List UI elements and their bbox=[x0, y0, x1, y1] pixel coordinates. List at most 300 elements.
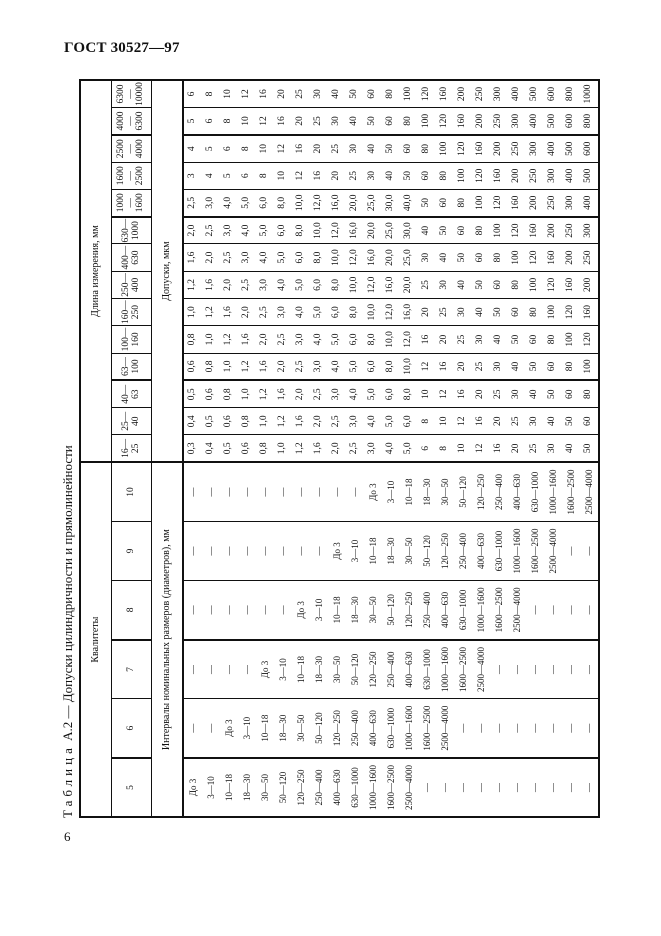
size-interval-cell: До 3 bbox=[256, 640, 274, 699]
size-interval-cell: — bbox=[220, 581, 238, 640]
size-interval-cell: — bbox=[310, 521, 328, 580]
tolerance-cell: 25 bbox=[310, 108, 328, 135]
tolerance-cell: 2,0 bbox=[256, 326, 274, 353]
subheader-tolerances: Допуски, мкм bbox=[152, 80, 184, 462]
table-row bbox=[202, 80, 220, 817]
tolerance-cell: 16,0 bbox=[346, 217, 364, 244]
size-interval-cell: До 3 bbox=[220, 699, 238, 758]
size-interval-cell: — bbox=[183, 581, 202, 640]
tolerance-cell: 160 bbox=[472, 135, 490, 162]
tolerance-cell: 2,0 bbox=[274, 353, 292, 380]
table-body bbox=[183, 80, 599, 817]
size-interval-cell: 30—50 bbox=[400, 521, 418, 580]
tolerance-cell: 20,0 bbox=[346, 189, 364, 216]
tolerance-cell: 1,6 bbox=[292, 408, 310, 435]
tolerance-cell: 8,0 bbox=[400, 380, 418, 407]
size-interval-cell: 10—18 bbox=[256, 699, 274, 758]
tolerance-cell: 8 bbox=[220, 108, 238, 135]
tolerance-cell: 20 bbox=[436, 326, 454, 353]
tolerance-cell: 8,0 bbox=[292, 217, 310, 244]
tolerance-cell: 40,0 bbox=[400, 189, 418, 216]
quality-header-6: 6 bbox=[112, 699, 152, 758]
tolerance-cell: 200 bbox=[454, 80, 472, 108]
tolerance-cell: 8,0 bbox=[310, 244, 328, 271]
tolerance-cell: 3,0 bbox=[274, 299, 292, 326]
size-interval-cell: 18—30 bbox=[238, 758, 256, 817]
size-interval-cell: 1600—2500 bbox=[382, 758, 400, 817]
tolerance-cell: 6,0 bbox=[274, 217, 292, 244]
size-interval-cell: 10—18 bbox=[400, 462, 418, 521]
tolerance-cell: 3,0 bbox=[310, 353, 328, 380]
length-header bbox=[112, 271, 152, 298]
tolerance-cell: 1,6 bbox=[202, 271, 220, 298]
tolerance-cell: 20 bbox=[490, 408, 508, 435]
length-header-to: 2500 bbox=[135, 166, 146, 186]
tolerance-cell: 16 bbox=[472, 408, 490, 435]
tolerance-cell: 160 bbox=[490, 162, 508, 189]
length-header-from: 40— bbox=[120, 384, 131, 404]
tolerance-cell: 5 bbox=[220, 162, 238, 189]
size-interval-cell: — bbox=[580, 640, 599, 699]
tolerance-cell: 16 bbox=[292, 135, 310, 162]
size-interval-cell: — bbox=[490, 699, 508, 758]
size-interval-cell: 250—400 bbox=[382, 640, 400, 699]
tolerance-cell: 12 bbox=[454, 408, 472, 435]
tolerance-cell: 16 bbox=[418, 326, 436, 353]
size-interval-cell: 18—30 bbox=[274, 699, 292, 758]
size-interval-cell: — bbox=[202, 462, 220, 521]
tolerance-cell: 6 bbox=[418, 435, 436, 462]
tolerance-cell: 1,0 bbox=[274, 435, 292, 462]
size-interval-cell: 3—10 bbox=[310, 581, 328, 640]
table-row bbox=[454, 80, 472, 817]
tolerance-cell: 1,0 bbox=[202, 326, 220, 353]
tolerance-cell: 25 bbox=[508, 408, 526, 435]
tolerance-cell: 12,0 bbox=[346, 244, 364, 271]
tolerance-cell: 160 bbox=[544, 244, 562, 271]
length-header-from: 630— bbox=[120, 218, 131, 243]
size-interval-cell: 400—630 bbox=[400, 640, 418, 699]
size-interval-cell: 3—10 bbox=[238, 699, 256, 758]
tolerance-cell: 0,8 bbox=[220, 380, 238, 407]
tolerance-cell: 5,0 bbox=[400, 435, 418, 462]
tolerance-cell: 2,0 bbox=[220, 271, 238, 298]
tolerance-cell: 8 bbox=[202, 80, 220, 108]
tolerance-cell: 6,0 bbox=[364, 353, 382, 380]
tolerance-cell: 40 bbox=[454, 271, 472, 298]
length-header-to: 25 bbox=[130, 443, 141, 454]
tolerance-cell: 50 bbox=[490, 299, 508, 326]
length-header-from: 1600— bbox=[115, 166, 136, 186]
tolerance-cell: 5,0 bbox=[364, 380, 382, 407]
tolerance-cell: 60 bbox=[400, 135, 418, 162]
tolerance-cell: 200 bbox=[526, 189, 544, 216]
tolerance-cell: 25 bbox=[328, 135, 346, 162]
size-interval-cell: — bbox=[526, 758, 544, 817]
group-header-qualities: Квалитеты bbox=[80, 462, 112, 817]
tolerance-cell: 1,6 bbox=[238, 326, 256, 353]
tolerance-cell: 16 bbox=[454, 380, 472, 407]
tolerance-cell: 100 bbox=[526, 271, 544, 298]
tolerance-cell: 20 bbox=[328, 162, 346, 189]
table-row bbox=[183, 80, 202, 817]
tolerance-cell: 600 bbox=[562, 108, 580, 135]
size-interval-cell: — bbox=[274, 581, 292, 640]
size-interval-cell: — bbox=[418, 758, 436, 817]
size-interval-cell: 3—10 bbox=[346, 521, 364, 580]
size-interval-cell: 1000—1600 bbox=[472, 581, 490, 640]
tolerance-cell: 3,0 bbox=[256, 271, 274, 298]
size-interval-cell: 10—18 bbox=[328, 581, 346, 640]
tolerance-cell: 100 bbox=[508, 244, 526, 271]
table-row bbox=[292, 80, 310, 817]
tolerance-cell: 500 bbox=[580, 162, 599, 189]
tolerance-cell: 30,0 bbox=[400, 217, 418, 244]
tolerance-cell: 4,0 bbox=[310, 326, 328, 353]
tolerance-cell: 20 bbox=[454, 353, 472, 380]
tolerance-cell: 1,0 bbox=[220, 353, 238, 380]
tolerance-cell: 30,0 bbox=[382, 189, 400, 216]
tolerance-cell: 2,5 bbox=[292, 353, 310, 380]
tolerance-cell: 3 bbox=[183, 162, 202, 189]
tolerance-cell: 12 bbox=[472, 435, 490, 462]
size-interval-cell: 18—30 bbox=[382, 521, 400, 580]
length-header-from: 63— bbox=[120, 356, 131, 376]
tolerance-cell: 25 bbox=[454, 326, 472, 353]
size-interval-cell: 400—630 bbox=[472, 521, 490, 580]
tolerance-cell: 50 bbox=[454, 244, 472, 271]
tolerance-cell: 12 bbox=[274, 135, 292, 162]
tolerance-cell: 200 bbox=[490, 135, 508, 162]
size-interval-cell: — bbox=[183, 521, 202, 580]
size-interval-cell: — bbox=[508, 699, 526, 758]
table-row bbox=[562, 80, 580, 817]
size-interval-cell: — bbox=[472, 699, 490, 758]
tolerance-cell: 5,0 bbox=[238, 189, 256, 216]
tolerance-cell: 8,0 bbox=[328, 271, 346, 298]
tolerance-cell: 40 bbox=[562, 435, 580, 462]
tolerance-cell: 6 bbox=[220, 135, 238, 162]
tolerance-cell: 2,5 bbox=[238, 271, 256, 298]
tolerance-cell: 30 bbox=[508, 380, 526, 407]
size-interval-cell: — bbox=[220, 640, 238, 699]
tolerance-cell: 16,0 bbox=[400, 299, 418, 326]
tolerance-cell: 12 bbox=[436, 380, 454, 407]
table-caption-prefix: Таблица bbox=[60, 744, 75, 818]
size-interval-cell: 18—30 bbox=[310, 640, 328, 699]
length-header-to: 40 bbox=[130, 416, 141, 427]
size-interval-cell: 1600—2500 bbox=[454, 640, 472, 699]
tolerance-cell: 160 bbox=[526, 217, 544, 244]
tolerance-cell: 4,0 bbox=[292, 299, 310, 326]
tolerance-cell: 60 bbox=[364, 80, 382, 108]
tolerance-cell: 5,0 bbox=[328, 326, 346, 353]
tolerance-cell: 20 bbox=[508, 435, 526, 462]
size-interval-cell: 30—50 bbox=[364, 581, 382, 640]
tolerance-cell: 160 bbox=[508, 189, 526, 216]
length-header-from: 6300— bbox=[115, 84, 136, 104]
tolerance-cell: 30 bbox=[418, 244, 436, 271]
size-interval-cell: 2500—4000 bbox=[436, 699, 454, 758]
tolerance-cell: 120 bbox=[418, 80, 436, 108]
tolerance-cell: 2,5 bbox=[256, 299, 274, 326]
tolerance-cell: 40 bbox=[364, 135, 382, 162]
tolerance-cell: 16,0 bbox=[364, 244, 382, 271]
length-header-from: 16— bbox=[120, 438, 131, 458]
tolerance-cell: 12,0 bbox=[328, 217, 346, 244]
length-header-from: 4000— bbox=[115, 111, 136, 131]
tolerance-cell: 300 bbox=[580, 217, 599, 244]
size-interval-cell: — bbox=[562, 521, 580, 580]
size-interval-cell: 10—18 bbox=[220, 758, 238, 817]
tolerance-cell: 6,0 bbox=[400, 408, 418, 435]
size-interval-cell: — bbox=[544, 581, 562, 640]
size-interval-cell: — bbox=[472, 758, 490, 817]
tolerance-cell: 2,0 bbox=[328, 435, 346, 462]
length-header bbox=[112, 80, 152, 108]
tolerance-cell: 300 bbox=[508, 108, 526, 135]
tolerance-cell: 30 bbox=[346, 135, 364, 162]
tolerance-cell: 160 bbox=[562, 271, 580, 298]
size-interval-cell: — bbox=[580, 699, 599, 758]
tolerance-cell: 200 bbox=[472, 108, 490, 135]
tolerance-cell: 50 bbox=[436, 217, 454, 244]
tolerance-cell: 60 bbox=[526, 326, 544, 353]
tolerance-cell: 30 bbox=[544, 435, 562, 462]
size-interval-cell: — bbox=[183, 699, 202, 758]
length-header bbox=[112, 162, 152, 189]
quality-header-7: 7 bbox=[112, 640, 152, 699]
length-header-to: 250 bbox=[130, 305, 141, 320]
tolerance-cell: 1,2 bbox=[183, 271, 202, 298]
tolerance-cell: 600 bbox=[580, 135, 599, 162]
size-interval-cell: — bbox=[544, 699, 562, 758]
tolerance-cell: 8,0 bbox=[364, 326, 382, 353]
size-interval-cell: 630—1000 bbox=[526, 462, 544, 521]
tolerance-cell: 50 bbox=[544, 380, 562, 407]
tolerance-cell: 250 bbox=[472, 80, 490, 108]
tolerance-cell: 500 bbox=[526, 80, 544, 108]
size-interval-cell: — bbox=[202, 521, 220, 580]
tolerance-cell: 250 bbox=[580, 244, 599, 271]
table-caption-title: А.2 — Допуски цилиндричности и прямолинейности bbox=[60, 445, 75, 745]
size-interval-cell: — bbox=[238, 640, 256, 699]
tolerance-cell: 4,0 bbox=[328, 353, 346, 380]
size-interval-cell: — bbox=[220, 521, 238, 580]
size-interval-cell: 1000—1600 bbox=[364, 758, 382, 817]
tolerance-cell: 1000 bbox=[580, 80, 599, 108]
group-header-lengths: Длина измерения, мм bbox=[80, 80, 112, 462]
document-header: ГОСТ 30527—97 bbox=[64, 40, 180, 56]
size-interval-cell: — bbox=[183, 462, 202, 521]
tolerance-cell: 25 bbox=[418, 271, 436, 298]
size-interval-cell: 630—1000 bbox=[346, 758, 364, 817]
tolerance-cell: 400 bbox=[544, 135, 562, 162]
tolerance-cell: 5 bbox=[202, 135, 220, 162]
tolerance-cell: 1,0 bbox=[183, 299, 202, 326]
size-interval-cell: — bbox=[490, 640, 508, 699]
tolerance-cell: 12,0 bbox=[310, 189, 328, 216]
size-interval-cell: 400—630 bbox=[508, 462, 526, 521]
tolerance-cell: 60 bbox=[382, 108, 400, 135]
tolerance-cell: 80 bbox=[526, 299, 544, 326]
length-header bbox=[112, 353, 152, 380]
length-header-to: 100 bbox=[130, 359, 141, 374]
tolerance-cell: 2,5 bbox=[274, 326, 292, 353]
size-interval-cell: 3—10 bbox=[382, 462, 400, 521]
tolerance-cell: 50 bbox=[508, 326, 526, 353]
length-header-to: 4000 bbox=[135, 139, 146, 159]
tolerance-cell: 160 bbox=[454, 108, 472, 135]
tolerance-cell: 120 bbox=[562, 299, 580, 326]
table-row bbox=[400, 80, 418, 817]
size-interval-cell: 50—120 bbox=[310, 699, 328, 758]
table-row bbox=[508, 80, 526, 817]
tolerance-cell: 2,0 bbox=[183, 217, 202, 244]
tolerance-cell: 40 bbox=[544, 408, 562, 435]
tolerance-cell: 3,0 bbox=[220, 217, 238, 244]
tolerance-cell: 120 bbox=[454, 135, 472, 162]
tolerance-cell: 400 bbox=[580, 189, 599, 216]
size-interval-cell: — bbox=[490, 758, 508, 817]
length-header-to: 1600 bbox=[135, 193, 146, 213]
quality-header-8: 8 bbox=[112, 581, 152, 640]
tolerance-cell: 30 bbox=[436, 271, 454, 298]
table-row bbox=[220, 80, 238, 817]
table-row bbox=[526, 80, 544, 817]
size-interval-cell: — bbox=[346, 462, 364, 521]
tolerance-cell: 16 bbox=[256, 80, 274, 108]
tolerance-cell: 40 bbox=[472, 299, 490, 326]
tolerance-cell: 80 bbox=[580, 380, 599, 407]
table-row bbox=[436, 80, 454, 817]
tolerance-cell: 50 bbox=[472, 271, 490, 298]
length-header-from: 100— bbox=[120, 327, 131, 352]
tolerance-cell: 160 bbox=[580, 299, 599, 326]
tolerance-cell: 10,0 bbox=[364, 299, 382, 326]
size-interval-cell: 30—50 bbox=[328, 640, 346, 699]
tolerance-cell: 5,0 bbox=[274, 244, 292, 271]
tolerance-cell: 300 bbox=[544, 162, 562, 189]
tolerance-cell: 0,5 bbox=[220, 435, 238, 462]
size-interval-cell: 50—120 bbox=[454, 462, 472, 521]
tolerance-cell: 2,0 bbox=[202, 244, 220, 271]
tolerance-cell: 80 bbox=[454, 189, 472, 216]
size-interval-cell: 630—1000 bbox=[454, 581, 472, 640]
page-number: 6 bbox=[64, 829, 71, 844]
length-header-from: 25— bbox=[120, 411, 131, 431]
tolerance-cell: 12 bbox=[292, 162, 310, 189]
tolerance-cell: 60 bbox=[562, 380, 580, 407]
tolerance-cell: 250 bbox=[562, 217, 580, 244]
tolerance-cell: 120 bbox=[472, 162, 490, 189]
tolerance-cell: 100 bbox=[436, 135, 454, 162]
tolerance-cell: 20 bbox=[274, 80, 292, 108]
tolerance-cell: 10,0 bbox=[328, 244, 346, 271]
table-row bbox=[238, 80, 256, 817]
tolerance-cell: 60 bbox=[580, 408, 599, 435]
size-interval-cell: 120—250 bbox=[328, 699, 346, 758]
tolerance-cell: 3,0 bbox=[346, 408, 364, 435]
size-interval-cell: — bbox=[526, 699, 544, 758]
size-interval-cell: 30—50 bbox=[256, 758, 274, 817]
size-interval-cell: — bbox=[256, 581, 274, 640]
tolerance-cell: 250 bbox=[508, 135, 526, 162]
size-interval-cell: — bbox=[274, 521, 292, 580]
size-interval-cell: 120—250 bbox=[400, 581, 418, 640]
size-interval-cell: До 3 bbox=[183, 758, 202, 817]
size-interval-cell: 2500—4000 bbox=[400, 758, 418, 817]
tolerance-cell: 6,0 bbox=[310, 271, 328, 298]
tolerance-cell: 50 bbox=[382, 135, 400, 162]
tolerance-cell: 8,0 bbox=[346, 299, 364, 326]
rotated-table-container bbox=[60, 79, 594, 818]
tolerance-cell: 6 bbox=[183, 80, 202, 108]
tolerance-cell: 200 bbox=[508, 162, 526, 189]
tolerance-cell: 20 bbox=[292, 108, 310, 135]
size-interval-cell: — bbox=[274, 462, 292, 521]
size-interval-cell: — bbox=[562, 758, 580, 817]
tolerance-cell: 12 bbox=[418, 353, 436, 380]
size-interval-cell: 30—50 bbox=[292, 699, 310, 758]
tolerance-cell: 20 bbox=[310, 135, 328, 162]
size-interval-cell: 2500—4000 bbox=[544, 521, 562, 580]
table-row bbox=[274, 80, 292, 817]
size-interval-cell: 120—250 bbox=[292, 758, 310, 817]
table-row bbox=[472, 80, 490, 817]
tolerance-cell: 1,2 bbox=[274, 408, 292, 435]
tolerance-cell: 400 bbox=[526, 108, 544, 135]
length-header bbox=[112, 108, 152, 135]
size-interval-cell: 120—250 bbox=[472, 462, 490, 521]
tolerance-cell: 10 bbox=[418, 380, 436, 407]
tolerance-cell: 12,0 bbox=[400, 326, 418, 353]
tolerance-cell: 0,8 bbox=[202, 353, 220, 380]
tolerance-cell: 120 bbox=[526, 244, 544, 271]
size-interval-cell: — bbox=[526, 581, 544, 640]
tolerance-cell: 5,0 bbox=[256, 217, 274, 244]
size-interval-cell: — bbox=[562, 640, 580, 699]
tolerance-cell: 40 bbox=[526, 380, 544, 407]
tolerance-cell: 25,0 bbox=[382, 217, 400, 244]
size-interval-cell: 10—18 bbox=[292, 640, 310, 699]
tolerance-cell: 16 bbox=[310, 162, 328, 189]
size-interval-cell: 1000—1600 bbox=[436, 640, 454, 699]
size-interval-cell: 250—400 bbox=[490, 462, 508, 521]
tolerance-cell: 0,8 bbox=[256, 435, 274, 462]
tolerance-cell: 2,5 bbox=[183, 189, 202, 216]
tolerance-cell: 0,6 bbox=[202, 380, 220, 407]
tolerance-cell: 10,0 bbox=[346, 271, 364, 298]
tolerance-cell: 16 bbox=[274, 108, 292, 135]
size-interval-cell: 1600—2500 bbox=[418, 699, 436, 758]
tolerance-cell: 1,6 bbox=[274, 380, 292, 407]
tolerance-cell: 0,8 bbox=[238, 408, 256, 435]
tolerance-cell: 0,8 bbox=[183, 326, 202, 353]
tolerance-cell: 2,5 bbox=[220, 244, 238, 271]
tolerance-cell: 12 bbox=[256, 108, 274, 135]
tolerance-cell: 8 bbox=[238, 135, 256, 162]
length-header-from: 2500— bbox=[115, 139, 136, 159]
size-interval-cell: 2500—4000 bbox=[472, 640, 490, 699]
tolerance-cell: 25 bbox=[490, 380, 508, 407]
tolerance-cell: 20 bbox=[472, 380, 490, 407]
tolerance-cell: 80 bbox=[472, 217, 490, 244]
tolerance-cell: 0,4 bbox=[202, 435, 220, 462]
tolerance-cell: 2,5 bbox=[328, 408, 346, 435]
length-header-to: 160 bbox=[130, 332, 141, 347]
tolerance-cell: 1,2 bbox=[202, 299, 220, 326]
